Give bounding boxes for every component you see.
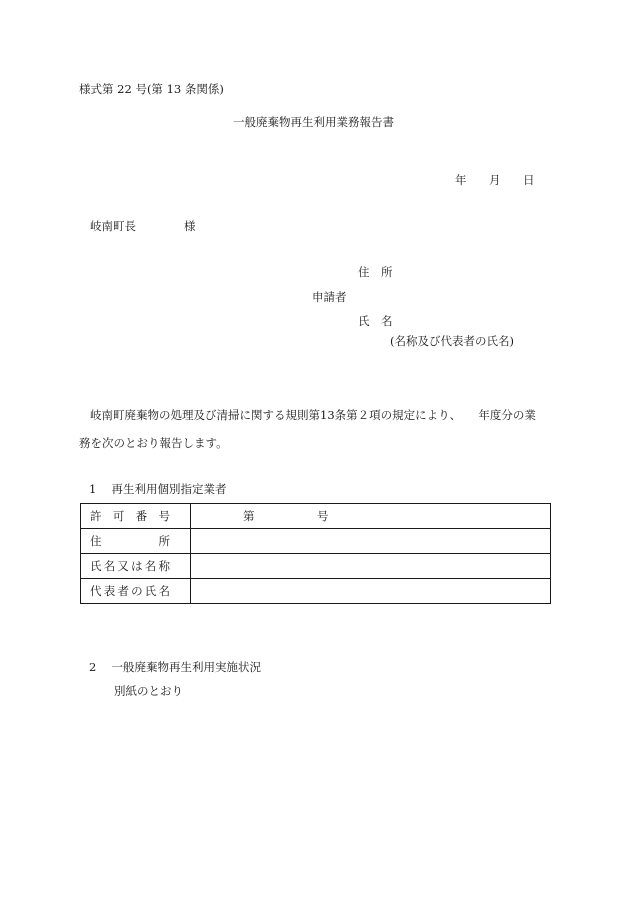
name-or-title-value[interactable] bbox=[191, 554, 551, 579]
date-day-label: 日 bbox=[523, 173, 535, 187]
representative-name-label bbox=[81, 579, 191, 604]
applicant-name-note: (名称及び代表者の氏名) bbox=[390, 334, 514, 348]
label-char: 号 bbox=[158, 509, 170, 523]
addressee-honorific: 様 bbox=[184, 219, 196, 233]
label-char: 称 bbox=[158, 559, 170, 573]
label-char: 名 bbox=[103, 559, 116, 573]
label-char: 番 bbox=[135, 509, 148, 523]
label-char: 表 bbox=[103, 584, 116, 598]
section-2-note: 別紙のとおり bbox=[114, 684, 183, 698]
permit-number-suffix: 号 bbox=[317, 509, 329, 523]
body-text-line-2: 務を次のとおり報告します。 bbox=[79, 436, 228, 450]
label-char: 氏 bbox=[144, 584, 157, 598]
date-month-label: 月 bbox=[489, 173, 501, 187]
section-2-heading: 2 一般廃棄物再生利用実施状況 bbox=[89, 660, 261, 674]
address-value[interactable] bbox=[191, 529, 551, 554]
label-char: 代 bbox=[90, 584, 102, 598]
section-1-heading: 1 再生利用個別指定業者 bbox=[89, 482, 227, 496]
representative-name-value[interactable] bbox=[191, 579, 551, 604]
applicant-name-label: 氏 名 bbox=[358, 314, 393, 328]
table-row-name bbox=[81, 554, 551, 579]
label-char: 名 bbox=[144, 559, 157, 573]
addressee-name: 岐南町長 bbox=[90, 219, 136, 233]
permit-number-value[interactable] bbox=[191, 504, 551, 529]
body-text-line-1: 岐南町廃棄物の処理及び清掃に関する規則第13条第２項の規定により、 年度分の業 bbox=[90, 408, 536, 422]
label-char: 許 bbox=[90, 509, 102, 523]
label-char: は bbox=[131, 559, 143, 573]
applicant-role-label: 申請者 bbox=[312, 290, 347, 304]
contractor-table bbox=[80, 503, 551, 604]
label-char: 可 bbox=[112, 509, 125, 523]
date-year-label: 年 bbox=[455, 173, 467, 187]
document-title: 一般廃棄物再生利用業務報告書 bbox=[233, 115, 394, 129]
table-row-permit-number bbox=[81, 504, 551, 529]
label-char: 名 bbox=[158, 584, 170, 598]
label-char: 所 bbox=[158, 534, 170, 548]
table-row-address bbox=[81, 529, 551, 554]
label-char: 氏 bbox=[90, 559, 102, 573]
table-row-representative bbox=[81, 579, 551, 604]
permit-number-prefix: 第 bbox=[243, 509, 255, 523]
permit-number-label bbox=[81, 504, 191, 529]
name-or-title-label bbox=[81, 554, 191, 579]
form-number: 様式第 22 号(第 13 条関係) bbox=[79, 82, 224, 96]
label-char: 又 bbox=[117, 559, 129, 573]
label-char: 住 bbox=[90, 534, 102, 548]
applicant-address-label: 住 所 bbox=[358, 265, 393, 279]
address-label bbox=[81, 529, 191, 554]
label-char: 者 bbox=[117, 584, 129, 598]
label-char: の bbox=[131, 584, 143, 598]
